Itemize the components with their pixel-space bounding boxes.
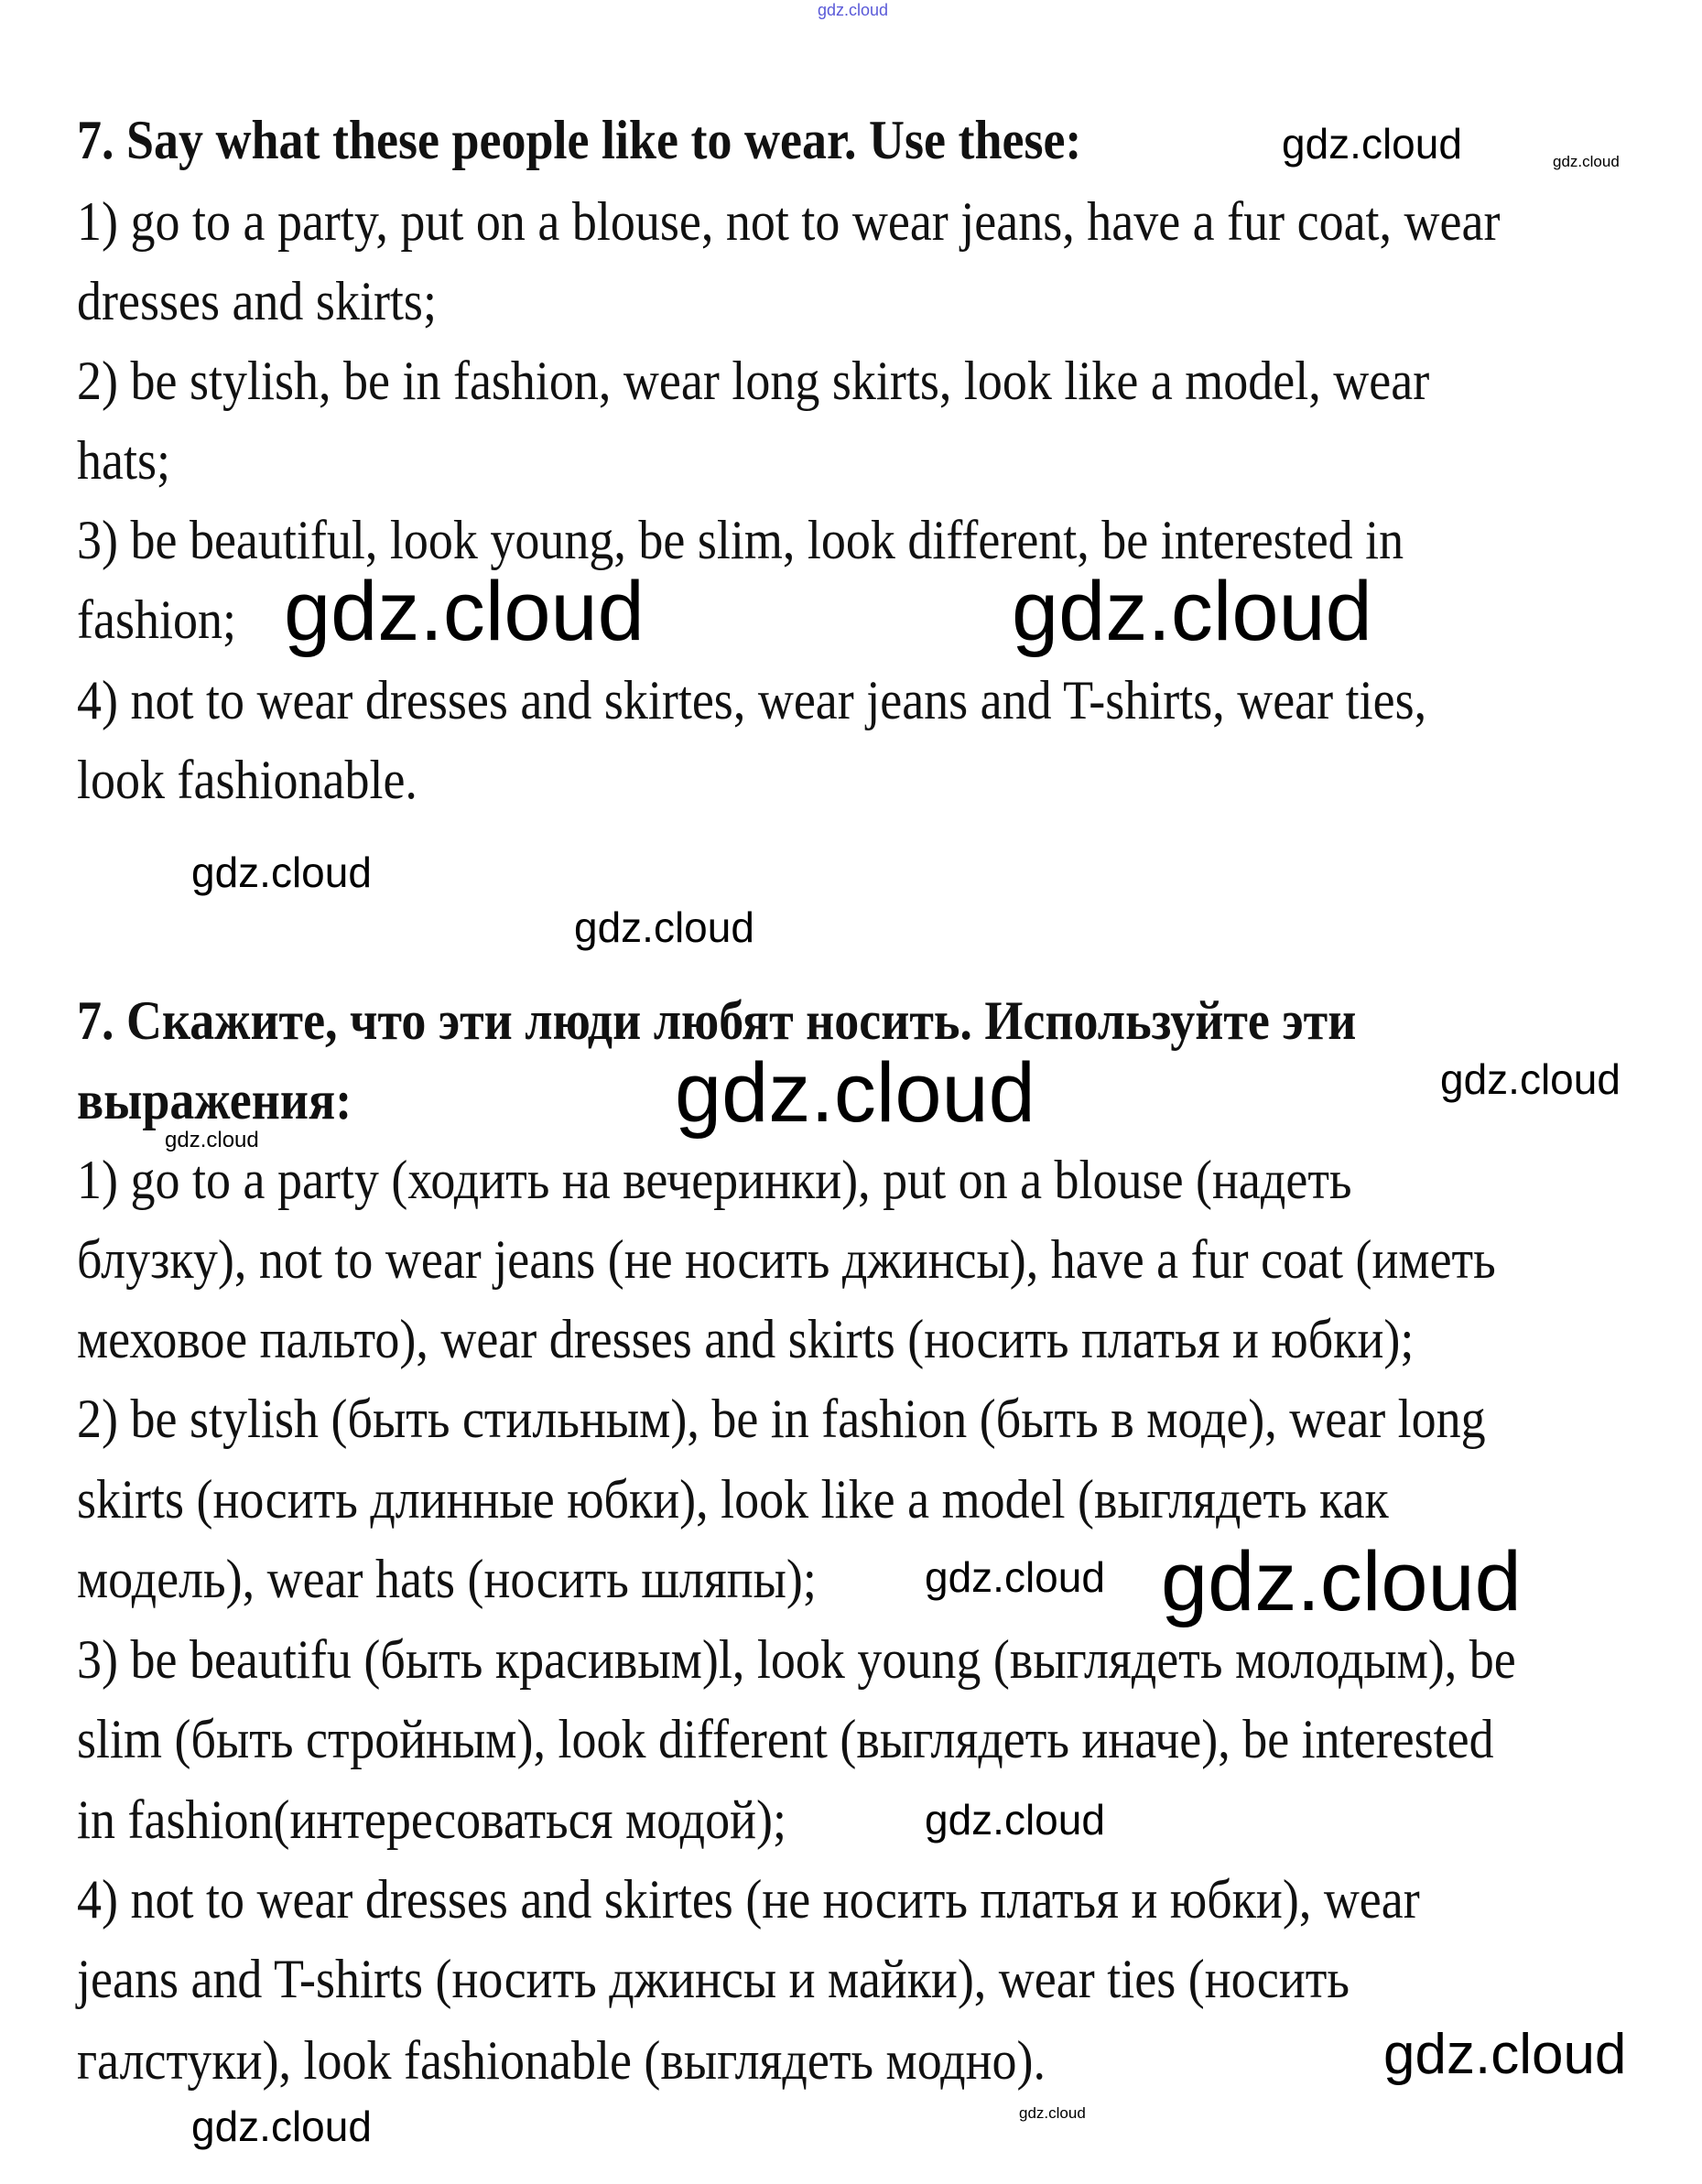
watermark: gdz.cloud — [574, 903, 754, 951]
russian-line: 3) be beautifu (быть красивым)l, look young (выглядеть молодым), be — [77, 1629, 1516, 1690]
watermark: gdz.cloud — [1012, 565, 1372, 658]
russian-line: меховое пальто), wear dresses and skirts (носить платья и юбки); — [77, 1309, 1415, 1369]
watermark: gdz.cloud — [284, 565, 645, 658]
russian-line: блузку), not to wear jeans (не носить джинсы), have a fur coat (иметь — [77, 1229, 1496, 1290]
watermark: gdz.cloud — [191, 2103, 372, 2150]
watermark: gdz.cloud — [818, 1, 889, 19]
watermark: gdz.cloud — [191, 849, 372, 896]
watermark: gdz.cloud — [1161, 1535, 1522, 1628]
watermark: gdz.cloud — [925, 1553, 1105, 1601]
russian-heading: 7. Скажите, что эти люди любят носить. Используйте эти — [77, 990, 1357, 1051]
russian-line: in fashion(интересоваться модой); — [77, 1789, 786, 1850]
russian-line: slim (быть стройным), look different (выглядеть иначе), be interested — [77, 1709, 1494, 1769]
russian-line: 1) go to a party (ходить на вечеринки), put on a blouse (надеть — [77, 1150, 1352, 1210]
english-line: look fashionable. — [77, 750, 417, 810]
watermark: gdz.cloud — [675, 1046, 1035, 1140]
watermark: gdz.cloud — [925, 1796, 1105, 1843]
watermark: gdz.cloud — [165, 1128, 259, 1152]
watermark: gdz.cloud — [1383, 2023, 1627, 2086]
english-line: 1) go to a party, put on a blouse, not to wear jeans, have a fur coat, wear — [77, 191, 1501, 252]
watermark: gdz.cloud — [1440, 1055, 1621, 1103]
watermark: gdz.cloud — [1282, 120, 1462, 168]
russian-line: 4) not to wear dresses and skirtes (не носить платья и юбки), wear — [77, 1869, 1420, 1930]
english-heading: 7. Say what these people like to wear. Use these: — [77, 110, 1082, 170]
russian-line: 2) be stylish (быть стильным), be in fashion (быть в моде), wear long — [77, 1389, 1486, 1449]
russian-line: галстуки), look fashionable (выглядеть модно). — [77, 2030, 1046, 2091]
watermark: gdz.cloud — [1019, 2104, 1086, 2122]
russian-line: skirts (носить длинные юбки), look like a model (выглядеть как — [77, 1469, 1389, 1530]
russian-line: модель), wear hats (носить шляпы); — [77, 1549, 817, 1609]
watermark: gdz.cloud — [1553, 153, 1620, 170]
english-line: 4) not to wear dresses and skirtes, wear jeans and T-shirts, wear ties, — [77, 670, 1427, 730]
english-line: 3) be beautiful, look young, be slim, look different, be interested in — [77, 510, 1404, 570]
english-line: hats; — [77, 430, 170, 491]
english-line: fashion; — [77, 589, 236, 650]
russian-line: jeans and T-shirts (носить джинсы и майки), wear ties (носить — [77, 1949, 1350, 2009]
english-line: 2) be stylish, be in fashion, wear long skirts, look like a model, wear — [77, 351, 1430, 411]
russian-heading: выражения: — [77, 1070, 352, 1130]
english-line: dresses and skirts; — [77, 271, 437, 331]
